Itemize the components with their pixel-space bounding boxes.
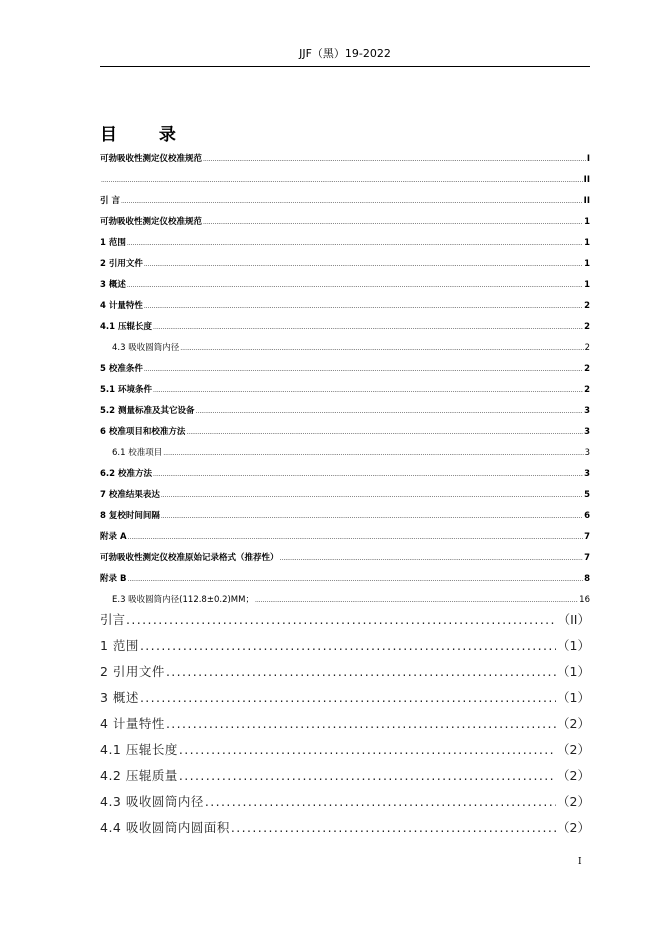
toc-body-entry-page: （2） bbox=[557, 820, 590, 835]
toc-leader-dots bbox=[127, 573, 583, 586]
toc-entry[interactable] bbox=[100, 510, 590, 523]
toc-body-entry-page: （2） bbox=[557, 794, 590, 809]
toc-body-entry-page: （1） bbox=[557, 690, 590, 705]
toc-entry-label: 引 言 bbox=[100, 196, 120, 206]
toc-entry-label: 附录 B bbox=[100, 574, 127, 584]
toc-leader-dots bbox=[203, 216, 583, 229]
toc-entry-label: 4.3 吸收圆筒内径 bbox=[112, 343, 180, 353]
toc-entry-page: 6 bbox=[584, 511, 590, 521]
toc-entry-label: 6.1 校准项目 bbox=[112, 448, 163, 458]
toc-body-entry[interactable] bbox=[100, 688, 590, 707]
toc-leader-dots bbox=[140, 688, 556, 707]
toc-body-entry[interactable] bbox=[100, 818, 590, 837]
toc-entry[interactable] bbox=[100, 195, 590, 208]
toc-leader-dots bbox=[255, 594, 578, 607]
toc-entry[interactable] bbox=[100, 363, 590, 376]
toc-leader-dots bbox=[126, 610, 557, 629]
toc-body-entry[interactable] bbox=[100, 714, 590, 733]
toc-entry-label: 6 校准项目和校准方法 bbox=[100, 427, 186, 437]
toc-body-entry-label: 引言 bbox=[100, 612, 126, 627]
toc-body-entry-label: 4.4 吸收圆筒内圆面积 bbox=[100, 820, 230, 835]
toc-body-entry-page: （II） bbox=[557, 612, 590, 627]
toc-body-entry-page: （2） bbox=[557, 716, 590, 731]
toc-entry-label: 7 校准结果表达 bbox=[100, 490, 160, 500]
toc-leader-dots bbox=[179, 740, 556, 759]
toc-entry-page: 7 bbox=[584, 553, 590, 563]
toc-leader-dots bbox=[231, 818, 556, 837]
toc-body-entry[interactable] bbox=[100, 636, 590, 655]
toc-entry[interactable] bbox=[112, 342, 590, 355]
toc-entry[interactable] bbox=[100, 384, 590, 397]
toc-leader-dots bbox=[196, 405, 584, 418]
toc-entry[interactable] bbox=[100, 258, 590, 271]
toc-leader-dots bbox=[161, 489, 583, 502]
toc-entry-label: 1 范围 bbox=[100, 238, 126, 248]
toc-entry-label: 可勃吸收性测定仪校准规范 bbox=[100, 154, 203, 164]
toc-entry[interactable] bbox=[100, 153, 590, 166]
toc-entry[interactable] bbox=[100, 489, 590, 502]
toc-body-entry[interactable] bbox=[100, 662, 590, 681]
toc-entry-page: 5 bbox=[584, 490, 590, 500]
toc-entry-page: 3 bbox=[584, 448, 590, 458]
toc-entry-label: 5 校准条件 bbox=[100, 364, 143, 374]
toc-leader-dots bbox=[140, 636, 556, 655]
toc-body-entry-page: （1） bbox=[557, 638, 590, 653]
toc-leader-dots bbox=[153, 384, 583, 397]
toc-entry[interactable] bbox=[100, 531, 590, 544]
toc-body-entry-label: 3 概述 bbox=[100, 690, 139, 705]
toc-body-entry-label: 4.1 压辊长度 bbox=[100, 742, 178, 757]
toc-entry-page: II bbox=[583, 196, 590, 206]
toc-entry-page: 3 bbox=[584, 427, 590, 437]
toc-entry[interactable] bbox=[100, 573, 590, 586]
toc-leader-dots bbox=[153, 321, 583, 334]
toc-leader-dots bbox=[203, 153, 586, 166]
toc-leader-dots bbox=[144, 258, 583, 271]
toc-body-entry-label: 1 范围 bbox=[100, 638, 139, 653]
toc-leader-dots bbox=[128, 531, 584, 544]
toc-entry-label: 3 概述 bbox=[100, 280, 126, 290]
toc-body-entry[interactable] bbox=[100, 766, 590, 785]
toc-leader-dots bbox=[121, 195, 583, 208]
toc-entry[interactable] bbox=[100, 426, 590, 439]
toc-entry-label: 5.1 环境条件 bbox=[100, 385, 153, 395]
toc-body-entry-label: 4.3 吸收圆筒内径 bbox=[100, 794, 204, 809]
toc-entry-page: 1 bbox=[584, 280, 590, 290]
toc-entry-label: 可勃吸收性测定仪校准规范 bbox=[100, 217, 203, 227]
running-header: JJF（黑）19-2022 bbox=[299, 47, 391, 60]
toc-entry-label: 4.1 压辊长度 bbox=[100, 322, 153, 332]
toc-entry-page: 1 bbox=[584, 259, 590, 269]
toc-leader-dots bbox=[179, 766, 556, 785]
toc-body-entry[interactable] bbox=[100, 740, 590, 759]
toc-entry-page: 7 bbox=[584, 532, 590, 542]
toc-entry-label: 可勃吸收性测定仪校准原始记录格式（推荐性） bbox=[100, 553, 279, 563]
toc-body-entry-page: （2） bbox=[557, 768, 590, 783]
toc-leader-dots bbox=[166, 714, 556, 733]
toc-entry[interactable] bbox=[112, 594, 590, 607]
toc-entry[interactable] bbox=[100, 321, 590, 334]
toc-entry[interactable] bbox=[112, 447, 590, 460]
toc-entry[interactable] bbox=[100, 300, 590, 313]
toc-entry-label: 附录 A bbox=[100, 532, 127, 542]
toc-body-entry-label: 2 引用文件 bbox=[100, 664, 165, 679]
toc-title: 目 录 bbox=[100, 125, 194, 145]
toc-entry-page: 8 bbox=[584, 574, 590, 584]
toc-body-entry-label: 4.2 压辊质量 bbox=[100, 768, 178, 783]
toc-entry-label: E.3 吸收圆筒内径(112.8±0.2)MM； bbox=[112, 595, 254, 605]
toc-entry-page: 2 bbox=[584, 343, 590, 353]
toc-entry[interactable] bbox=[100, 279, 590, 292]
toc-body-entry-page: （1） bbox=[557, 664, 590, 679]
toc-leader-dots bbox=[144, 363, 583, 376]
toc-leader-dots bbox=[144, 300, 583, 313]
toc-leader-dots bbox=[186, 426, 583, 439]
toc-leader-dots bbox=[163, 447, 583, 460]
page-number: I bbox=[578, 857, 582, 867]
toc-entry-page: 2 bbox=[584, 301, 590, 311]
toc-entry-label: 6.2 校准方法 bbox=[100, 469, 153, 479]
toc-entry-page: 3 bbox=[584, 406, 590, 416]
toc-leader-dots bbox=[161, 510, 583, 523]
toc-entry-label: 8 复校时间间隔 bbox=[100, 511, 160, 521]
toc-entry-page: 16 bbox=[579, 595, 590, 605]
toc-entry-page: I bbox=[586, 154, 590, 164]
header-rule bbox=[100, 66, 590, 67]
toc-entry[interactable] bbox=[100, 468, 590, 481]
toc-entry-label: 5.2 测量标准及其它设备 bbox=[100, 406, 195, 416]
toc-entry-label: 2 引用文件 bbox=[100, 259, 143, 269]
toc-leader-dots bbox=[180, 342, 583, 355]
toc-entry[interactable] bbox=[100, 552, 590, 565]
toc-entry[interactable] bbox=[100, 216, 590, 229]
toc-leader-dots bbox=[166, 662, 556, 681]
toc-entry[interactable] bbox=[100, 174, 590, 187]
toc-leader-dots bbox=[280, 552, 584, 565]
toc-entry-page: II bbox=[583, 175, 590, 185]
toc-leader-dots bbox=[153, 468, 583, 481]
toc-entry-label: 4 计量特性 bbox=[100, 301, 143, 311]
toc-entry[interactable] bbox=[100, 237, 590, 250]
toc-leader-dots bbox=[127, 237, 583, 250]
toc-entry-page: 2 bbox=[584, 364, 590, 374]
toc-leader-dots bbox=[101, 174, 583, 187]
toc-leader-dots bbox=[127, 279, 583, 292]
toc-entry-page: 2 bbox=[584, 322, 590, 332]
toc-entry-page: 2 bbox=[584, 385, 590, 395]
toc-leader-dots bbox=[205, 792, 556, 811]
toc-entry[interactable] bbox=[100, 405, 590, 418]
toc-entry-page: 1 bbox=[584, 238, 590, 248]
toc-body-entry-label: 4 计量特性 bbox=[100, 716, 165, 731]
toc-body-entry-page: （2） bbox=[557, 742, 590, 757]
toc-entry-page: 1 bbox=[584, 217, 590, 227]
toc-entry-page: 3 bbox=[584, 469, 590, 479]
toc-body-entry[interactable] bbox=[100, 610, 590, 629]
toc-body-entry[interactable] bbox=[100, 792, 590, 811]
